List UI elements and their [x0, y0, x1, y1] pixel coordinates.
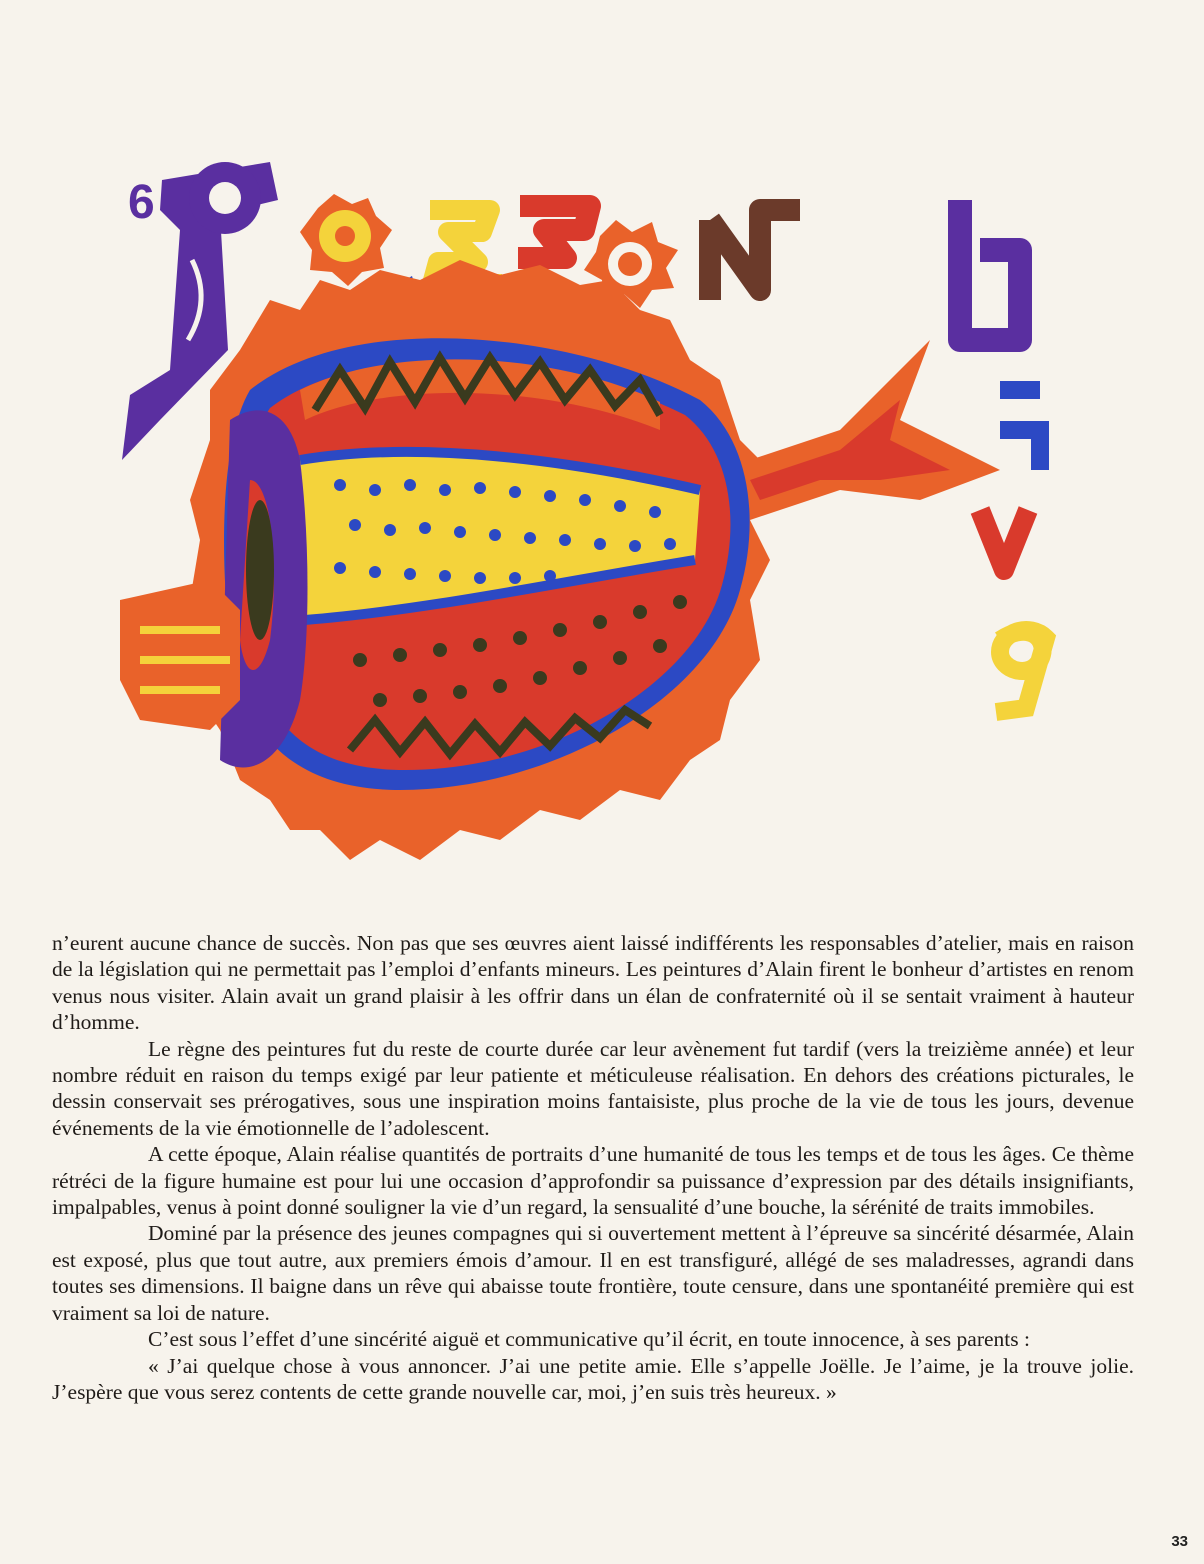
paragraph: C’est sous l’effet d’une sincérité aiguë et communicative qu’il écrit, en toute innocence, à ses parents : [148, 1327, 1030, 1352]
letter-v [980, 510, 1028, 570]
paragraph: « J’ai quelque chose à vous annoncer. J’ai une petite amie. Elle s’appelle Joëlle. Je l’aime, je la trouve jolie. J’espère que vous serez contents de cette grande nouvelle car, moi, j’en suis très heureux. » [52, 1353, 1134, 1404]
fish-illustration [100, 140, 1060, 880]
letter-l [960, 200, 1020, 340]
letter-i [1000, 390, 1040, 470]
paragraph: n’eurent aucune chance de succès. Non pas que ses œuvres aient laissé indifférents les responsables d’atelier, mais en raison de la législation qui ne permettait pas l’emploi d’enfants mineurs. Les peintures d’Alain firent le bonheur d’artistes en renom venus nous visiter. Alain avait un grand plaisir à les offrir dans un élan de confraternité où il se sentait vraiment à hauteur d’homme. [52, 931, 1134, 1035]
letter-s2 [518, 206, 590, 258]
letter-e [996, 630, 1046, 712]
letter-6: 6 [128, 176, 155, 229]
fish-painting [100, 140, 1060, 880]
page-number: 33 [1171, 1533, 1188, 1550]
fish-body [120, 260, 1000, 860]
fish-eye [246, 500, 274, 640]
paragraph: Dominé par la présence des jeunes compagnes qui si ouvertement mettent à l’épreuve sa sincérité désarmée, Alain est exposé, plus que tout autre, aux premiers émois d’amour. Il en est transfiguré, allégé de ses maladresses, agrandi dans toutes ses dimensions. Il baigne dans un rêve qui abaisse toute frontière, toute censure, dans une spontanéité première qui est vraiment sa loi de nature. [52, 1221, 1134, 1325]
paragraph: Le règne des peintures fut du reste de courte durée car leur avènement fut tardif (vers la treizième année) et leur nombre réduit en raison du temps exigé par leur patiente et méticuleuse réalisation. En dehors des créations picturales, le dessin conservait ses prérogatives, sous une inspiration moins fantaisiste, plus proche de la vie de tous les jours, devenue événements de la vie émotionnelle de l’adolescent. [52, 1036, 1134, 1140]
body-text [52, 930, 1134, 1405]
letter-n [710, 210, 800, 300]
fish-mouth [120, 580, 240, 730]
paragraph: A cette époque, Alain réalise quantités de portraits d’une humanité de tous les temps et de tous les âges. Ce thème rétréci de la figure humaine est pour lui une occasion d’approfondir sa puissance d’expression par des détails insignifiants, impalpables, venus à point donné souligner la vie d’un regard, la sensualité d’une bouche, la sérénité de traits immobiles. [52, 1142, 1134, 1220]
